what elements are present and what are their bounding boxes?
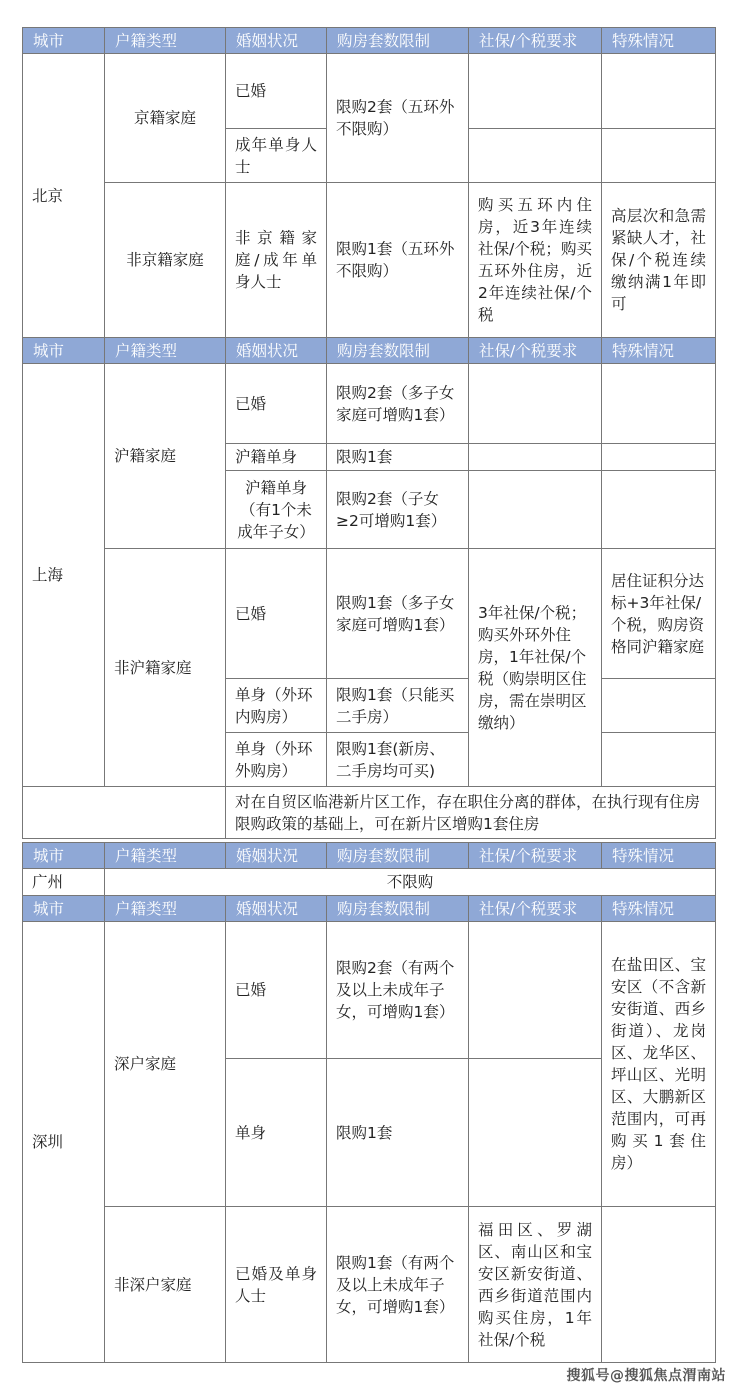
limit-cell: 限购1套（只能买二手房） [327,679,469,733]
header-social: 社保/个税要求 [469,896,602,922]
hukou-cell: 沪籍家庭 [105,364,226,549]
limit-cell: 限购1套(新房、二手房均可买) [327,733,469,787]
social-cell [469,471,602,549]
special-cell [602,444,716,471]
shanghai-table [22,337,716,839]
limit-cell: 限购2套（子女≥2可增购1套） [327,471,469,549]
table-row [23,364,716,444]
table-row [23,183,716,338]
shenzhen-table [22,921,716,1363]
marital-cell: 成年单身人士 [226,129,327,183]
limit-cell: 限购2套（有两个及以上未成年子女，可增购1套） [327,922,469,1059]
header-row [23,843,716,869]
special-cell: 居住证积分达标+3年社保/个税，购房资格同沪籍家庭 [602,549,716,679]
marital-cell: 已婚 [226,364,327,444]
special-cell [602,364,716,444]
special-cell [602,471,716,549]
header-marital: 婚姻状况 [226,28,327,54]
header-hukou: 户籍类型 [105,338,226,364]
marital-cell: 非京籍家庭/成年单身人士 [226,183,327,338]
table-row [23,54,716,129]
header-marital: 婚姻状况 [226,896,327,922]
marital-cell: 已婚 [226,922,327,1059]
policy-cell: 不限购 [105,869,716,896]
header-social: 社保/个税要求 [469,28,602,54]
table-row [23,1207,716,1363]
limit-cell: 限购1套 [327,444,469,471]
header-social: 社保/个税要求 [469,338,602,364]
social-cell: 购买五环内住房，近3年连续社保/个税；购买五环外住房，近2年连续社保/个税 [469,183,602,338]
header-special: 特殊情况 [602,843,716,869]
marital-cell: 沪籍单身 [226,444,327,471]
header-special: 特殊情况 [602,338,716,364]
marital-cell: 沪籍单身（有1个未成年子女） [226,471,327,549]
header-row [23,28,716,54]
marital-cell: 单身 [226,1059,327,1207]
special-cell [602,129,716,183]
special-cell: 高层次和急需紧缺人才，社保/个税连续缴纳满1年即可 [602,183,716,338]
note-blank-cell [23,787,226,839]
city-cell: 深圳 [23,922,105,1363]
header-hukou: 户籍类型 [105,896,226,922]
special-cell [602,1207,716,1363]
hukou-cell: 深户家庭 [105,922,226,1207]
marital-cell: 单身（外环内购房） [226,679,327,733]
header-limit: 购房套数限制 [327,896,469,922]
header-marital: 婚姻状况 [226,843,327,869]
marital-cell: 已婚 [226,549,327,679]
header-hukou: 户籍类型 [105,28,226,54]
header-limit: 购房套数限制 [327,28,469,54]
social-cell [469,1059,602,1207]
city-cell: 北京 [23,54,105,338]
table-row [23,869,716,896]
guangzhou-table [22,842,716,922]
social-cell [469,54,602,129]
hukou-cell: 非京籍家庭 [105,183,226,338]
limit-cell: 限购1套（五环外不限购） [327,183,469,338]
header-city: 城市 [23,28,105,54]
header-limit: 购房套数限制 [327,338,469,364]
special-cell [602,54,716,129]
header-limit: 购房套数限制 [327,843,469,869]
city-cell: 广州 [23,869,105,896]
header-hukou: 户籍类型 [105,843,226,869]
header-city: 城市 [23,896,105,922]
beijing-table [22,27,716,338]
table-row [23,787,716,839]
header-row [23,338,716,364]
marital-cell: 已婚及单身人士 [226,1207,327,1363]
social-cell [469,364,602,444]
header-special: 特殊情况 [602,28,716,54]
social-cell: 3年社保/个税；购买外环外住房，1年社保/个税（购崇明区住房，需在崇明区缴纳） [469,549,602,787]
limit-cell: 限购1套 [327,1059,469,1207]
social-cell: 福田区、罗湖区、南山区和宝安区新安街道、西乡街道范围内购买住房，1年社保/个税 [469,1207,602,1363]
header-row [23,896,716,922]
table-row [23,549,716,679]
city-cell: 上海 [23,364,105,787]
social-cell [469,922,602,1059]
special-cell: 在盐田区、宝安区（不含新安街道、西乡街道）、龙岗区、龙华区、坪山区、光明区、大鹏新区范围内，可再购买1套住房） [602,922,716,1207]
marital-cell: 单身（外环外购房） [226,733,327,787]
header-city: 城市 [23,338,105,364]
special-cell [602,733,716,787]
hukou-cell: 京籍家庭 [105,54,226,183]
header-special: 特殊情况 [602,896,716,922]
hukou-cell: 非沪籍家庭 [105,549,226,787]
limit-cell: 限购1套（多子女家庭可增购1套） [327,549,469,679]
header-social: 社保/个税要求 [469,843,602,869]
limit-cell: 限购2套（多子女家庭可增购1套） [327,364,469,444]
marital-cell: 已婚 [226,54,327,129]
header-city: 城市 [23,843,105,869]
header-marital: 婚姻状况 [226,338,327,364]
social-cell [469,129,602,183]
limit-cell: 限购1套（有两个及以上未成年子女，可增购1套） [327,1207,469,1363]
limit-cell: 限购2套（五环外不限购） [327,54,469,183]
special-cell [602,679,716,733]
table-row [23,922,716,1059]
hukou-cell: 非深户家庭 [105,1207,226,1363]
social-cell [469,444,602,471]
note-cell: 对在自贸区临港新片区工作，存在职住分离的群体，在执行现有住房限购政策的基础上，可在新片区增购1套住房 [226,787,716,839]
watermark: 搜狐号@搜狐焦点渭南站 [566,1368,726,1384]
